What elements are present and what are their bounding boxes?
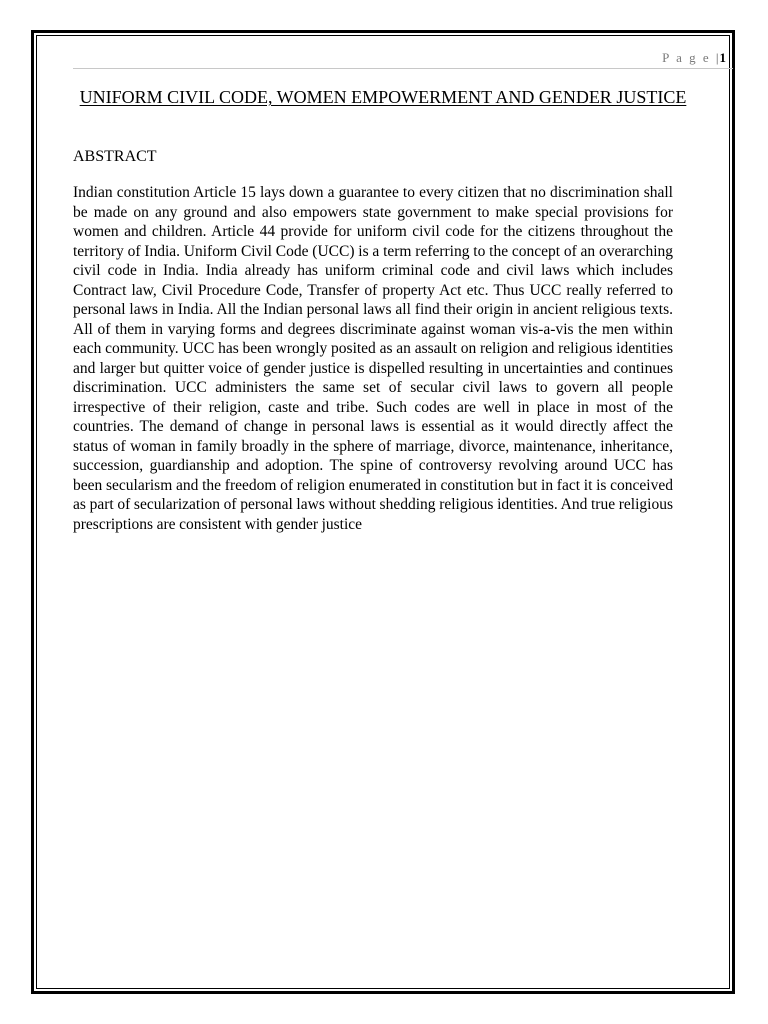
document-title: UNIFORM CIVIL CODE, WOMEN EMPOWERMENT AND GENDER JUSTICE <box>79 87 687 107</box>
page-label: P a g e <box>662 50 711 65</box>
page-number-header <box>662 50 726 66</box>
abstract-body: Indian constitution Article 15 lays down a guarantee to every citizen that no discrimination shall be made on any ground and also empowers state government to make special provisions for women and children. Article 44 provide for uniform civil code for the citizens throughout the territory of India. Uniform Civil Code (UCC) is a term referring to the concept of an overarching civil code in India. India already has uniform criminal code and civil laws which includes Contract law, Civil Procedure Code, Transfer of property Act etc. Thus UCC really referred to personal laws in India. All the Indian personal laws all find their origin in ancient religious texts. All of them in varying forms and degrees discriminate against woman vis-a-vis the men within each community. UCC has been wrongly posited as an assault on religion and religious identities and larger but quitter voice of gender justice is dispelled resulting in uncertainties and continues discrimination. UCC administers the same set of secular civil laws to govern all people irrespective of their religion, caste and tribe. Such codes are well in place in most of the countries. The demand of change in personal laws is essential as it would directly affect the status of woman in family broadly in the sphere of marriage, divorce, maintenance, inheritance, succession, guardianship and adoption. The spine of controversy revolving around UCC has been secularism and the freedom of religion enumerated in constitution but in fact it is conceived as part of secularization of personal laws without shedding religious identities. And true religious prescriptions are consistent with gender justice <box>73 184 673 533</box>
header-rule <box>73 68 733 69</box>
page-number: 1 <box>719 50 726 65</box>
page-separator: | <box>715 50 719 65</box>
abstract-heading: ABSTRACT <box>73 148 157 165</box>
